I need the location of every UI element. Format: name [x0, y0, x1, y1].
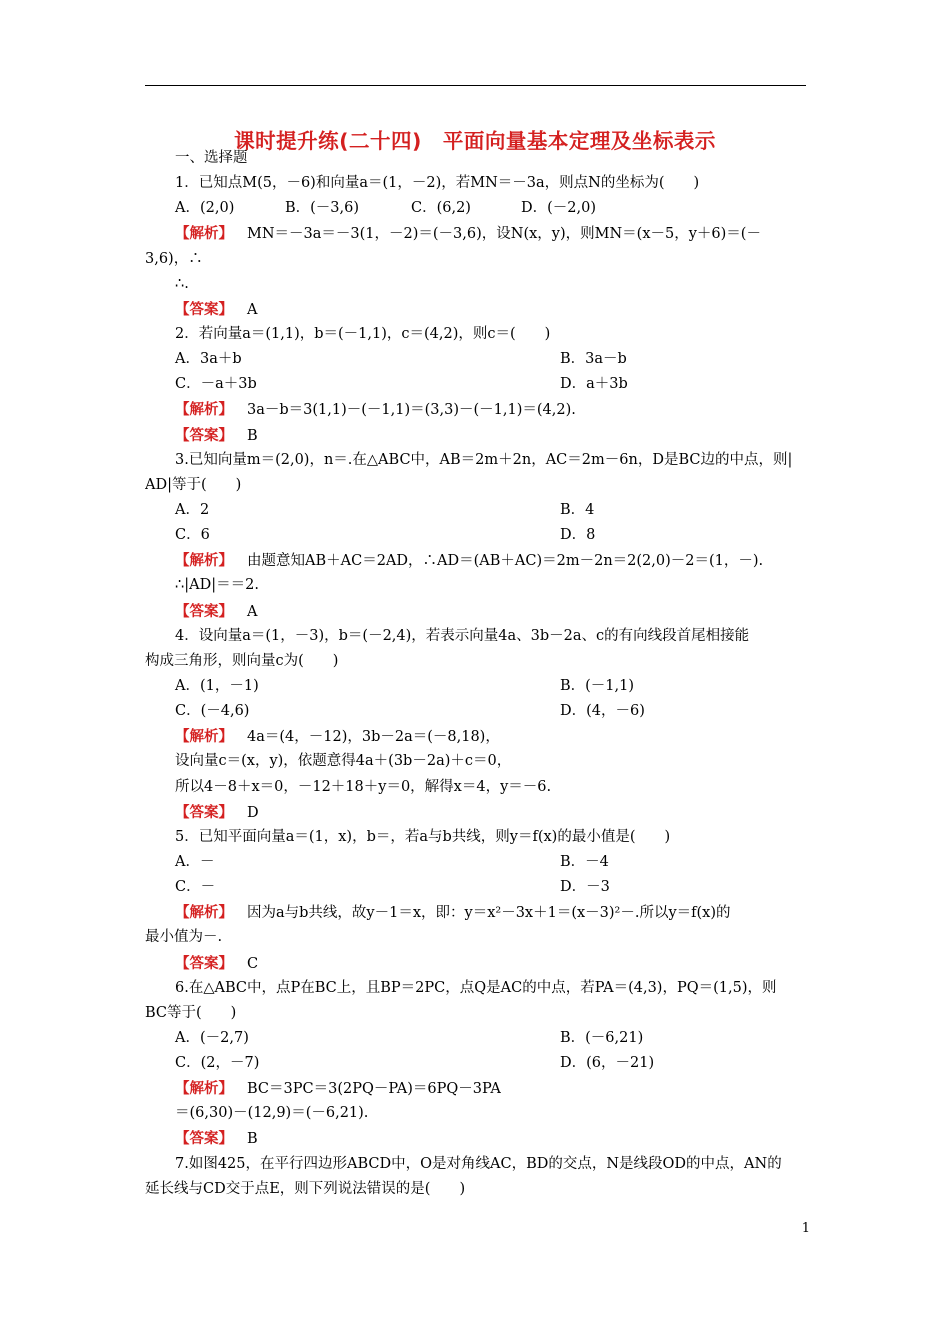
- text-line: ∴|AD|＝＝2.: [175, 577, 259, 594]
- answer-tag: 【答案】: [175, 803, 233, 821]
- document-body: [145, 146, 810, 1202]
- option: A．3a＋b: [175, 351, 242, 368]
- option: D．8: [560, 527, 596, 544]
- options-row: [145, 1051, 810, 1076]
- options-row: [145, 699, 810, 724]
- options-row: [145, 498, 810, 523]
- options-row: [145, 523, 810, 548]
- question-line: 5．已知平面向量a＝(1，x)，b＝，若a与b共线，则y＝f(x)的最小值是( ): [175, 828, 671, 845]
- options-row: [145, 196, 810, 221]
- option: C．(－4,6): [175, 703, 250, 720]
- option: A．(2,0): [175, 200, 235, 217]
- answer-tag: 【答案】: [175, 426, 233, 444]
- option: B．(－3,6): [285, 200, 360, 217]
- text-line: 设向量c＝(x，y)，依题意得4a＋(3b－2a)＋c＝0，: [175, 753, 512, 770]
- question-line: 7.如图425，在平行四边形ABCD中，O是对角线AC，BD的交点，N是线段OD的中点，AN的: [175, 1155, 782, 1172]
- analysis-tag: 【解析】: [175, 552, 233, 570]
- line-text: D: [247, 804, 259, 821]
- option: C．－: [175, 879, 216, 896]
- question-lines: [145, 171, 810, 1202]
- option: D．－3: [560, 879, 610, 896]
- option: A．(1，－1): [175, 677, 259, 694]
- question-line: 6.在△ABC中，点P在BC上，且BP＝2PC，点Q是AC的中点，若PA＝(4,3)，PQ＝(1,5)，则: [175, 979, 777, 996]
- analysis-line: [145, 397, 810, 422]
- option: C．(2，－7): [175, 1055, 260, 1072]
- line-text: 3a－b＝3(1,1)－(－1,1)＝(3,3)－(－1,1)＝(4,2).: [247, 402, 576, 419]
- option: C．(6,2): [411, 200, 471, 217]
- analysis-line: [145, 548, 810, 573]
- analysis-line: [145, 900, 810, 925]
- text-line: 所以4－8＋x＝0，－12＋18＋y＝0，解得x＝4，y＝－6.: [175, 778, 552, 795]
- line-text: 因为a与b共线，故y－1＝x，即：y＝x²－3x＋1＝(x－3)²－.所以y＝f(x)的: [247, 905, 731, 922]
- question-line: 3.已知向量m＝(2,0)，n＝.在△ABC中，AB＝2m＋2n，AC＝2m－6n，D是BC边的中点，则|: [175, 451, 793, 468]
- continuation-line: 最小值为－.: [145, 929, 223, 946]
- option: A．－: [175, 853, 215, 870]
- analysis-line: [145, 221, 810, 246]
- analysis-tag: 【解析】: [175, 1080, 233, 1098]
- option: C．6: [175, 527, 210, 544]
- answer-tag: 【答案】: [175, 1130, 233, 1148]
- line-text: C: [247, 955, 259, 972]
- section-heading: 一、选择题: [175, 150, 248, 166]
- continuation-line: 3,6)，∴: [145, 250, 203, 267]
- analysis-tag: 【解析】: [175, 728, 233, 746]
- answer-tag: 【答案】: [175, 602, 233, 620]
- text-line: ＝(6,30)－(12,9)＝(－6,21).: [175, 1105, 369, 1122]
- option: B．4: [560, 501, 595, 518]
- answer-line: [145, 800, 810, 825]
- line-text: MN＝－3a＝－3(1，－2)＝(－3,6)，设N(x，y)，则MN＝(x－5，y＋6)＝(－: [247, 226, 761, 243]
- answer-line: [145, 951, 810, 976]
- line-text: B: [247, 427, 258, 444]
- text-line: ∴.: [175, 275, 189, 292]
- option: C．－a＋3b: [175, 376, 257, 393]
- analysis-tag: 【解析】: [175, 225, 233, 243]
- page-title: 课时提升练(二十四) 平面向量基本定理及坐标表示: [234, 129, 716, 153]
- line-text: B: [247, 1131, 258, 1148]
- analysis-tag: 【解析】: [175, 401, 233, 419]
- continuation-line: AD|等于( ): [145, 476, 242, 493]
- options-row: [145, 875, 810, 900]
- continuation-line: BC等于( ): [145, 1004, 237, 1021]
- option: D．(－2,0): [521, 200, 596, 217]
- options-row: [145, 347, 810, 372]
- answer-line: [145, 1126, 810, 1151]
- option: D．(4，－6): [560, 703, 645, 720]
- options-row: [145, 372, 810, 397]
- option: B．3a－b: [560, 351, 627, 368]
- options-row: [145, 674, 810, 699]
- continuation-line: 延长线与CD交于点E，则下列说法错误的是( ): [145, 1180, 466, 1197]
- answer-tag: 【答案】: [175, 954, 233, 972]
- option: B．(－6,21): [560, 1029, 644, 1046]
- analysis-line: [145, 724, 810, 749]
- option: A．(－2,7): [175, 1029, 249, 1046]
- analysis-tag: 【解析】: [175, 904, 233, 922]
- question-line: 2．若向量a＝(1,1)，b＝(－1,1)，c＝(4,2)，则c＝( ): [175, 325, 551, 342]
- option: B．－4: [560, 853, 609, 870]
- option: B．(－1,1): [560, 677, 635, 694]
- answer-line: [145, 297, 810, 322]
- line-text: BC＝3PC＝3(2PQ－PA)＝6PQ－3PA: [247, 1081, 501, 1098]
- answer-line: [145, 423, 810, 448]
- answer-line: [145, 599, 810, 624]
- header-rule: [145, 85, 806, 86]
- option: D．(6，－21): [560, 1055, 655, 1072]
- question-line: 1．已知点M(5，－6)和向量a＝(1，－2)，若MN＝－3a，则点N的坐标为( ): [175, 175, 700, 192]
- line-text: A: [247, 301, 258, 318]
- line-text: 由题意知AB＋AC＝2AD，∴AD＝(AB＋AC)＝2m－2n＝2(2,0)－2＝(1，－).: [247, 553, 764, 570]
- page-number: 1: [801, 1221, 810, 1236]
- line-text: A: [247, 603, 258, 620]
- line-text: 4a＝(4，－12)，3b－2a＝(－8,18)，: [247, 729, 500, 746]
- answer-tag: 【答案】: [175, 300, 233, 318]
- analysis-line: [145, 1076, 810, 1101]
- options-row: [145, 1026, 810, 1051]
- options-row: [145, 850, 810, 875]
- option: A．2: [175, 501, 210, 518]
- continuation-line: 构成三角形，则向量c为( ): [145, 652, 339, 669]
- option: D．a＋3b: [560, 376, 628, 393]
- question-line: 4．设向量a＝(1，－3)，b＝(－2,4)，若表示向量4a、3b－2a、c的有向线段首尾相接能: [175, 627, 750, 644]
